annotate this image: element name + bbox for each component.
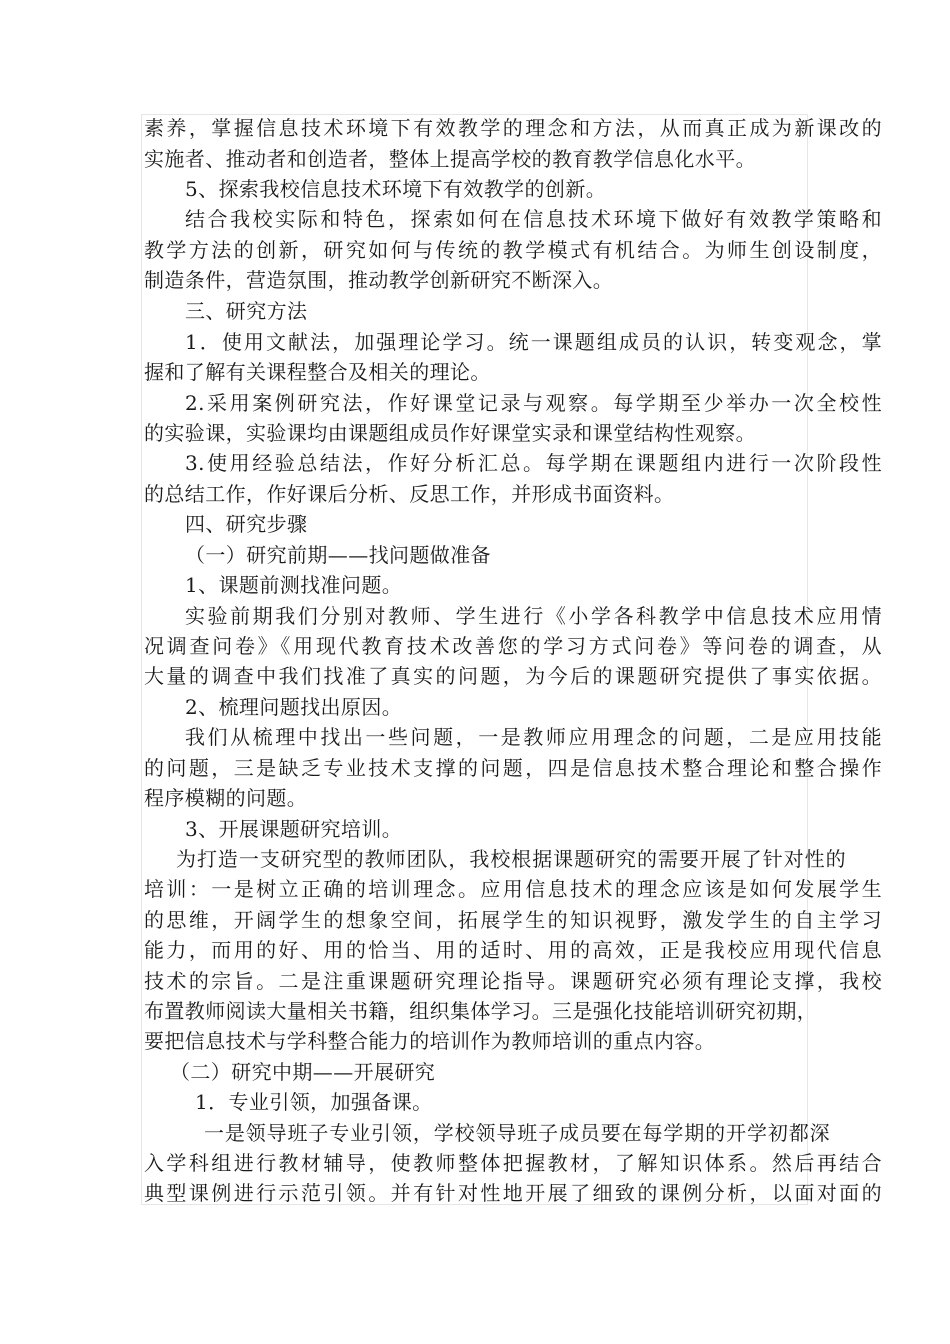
section-heading: 三、研究方法 xyxy=(185,299,308,323)
section-heading: 四、研究步骤 xyxy=(185,512,308,536)
text-line: 要把信息技术与学科整合能力的培训作为教师培训的重点内容。 xyxy=(144,1029,716,1053)
text-line: 的问题，三是缺乏专业技术支撑的问题，四是信息技术整合理论和整合操作 xyxy=(144,756,882,780)
text-line: 典型课例进行示范引领。并有针对性地开展了细致的课例分析，以面对面的 xyxy=(144,1181,882,1205)
text-line: 结合我校实际和特色，探索如何在信息技术环境下做好有效教学策略和 xyxy=(185,207,882,231)
text-line: 能力，而用的好、用的恰当、用的适时、用的高效，正是我校应用现代信息 xyxy=(144,938,882,962)
text-line: 一是领导班子专业引领，学校领导班子成员要在每学期的开学初都深 xyxy=(204,1121,830,1145)
text-line: 技术的宗旨。二是注重课题研究理论指导。课题研究必须有理论支撑，我校 xyxy=(144,969,882,993)
text-line: 素养，掌握信息技术环境下有效教学的理念和方法，从而真正成为新课改的 xyxy=(144,116,882,140)
list-heading: 5、探索我校信息技术环境下有效教学的创新。 xyxy=(185,177,607,201)
text-line: 实施者、推动者和创造者，整体上提高学校的教育教学信息化水平。 xyxy=(144,147,756,171)
text-line: 我们从梳理中找出一些问题，一是教师应用理念的问题，二是应用技能 xyxy=(185,725,882,749)
list-heading: 1．专业引领，加强备课。 xyxy=(195,1090,433,1114)
text-line: 2.采用案例研究法，作好课堂记录与观察。每学期至少举办一次全校性 xyxy=(185,391,882,415)
text-line: 的思维，开阔学生的想象空间，拓展学生的知识视野，激发学生的自主学习 xyxy=(144,908,882,932)
subsection-heading: （二）研究中期——开展研究 xyxy=(170,1060,436,1084)
text-line: 况调查问卷》《用现代教育技术改善您的学习方式问卷》等问卷的调查，从 xyxy=(144,634,882,658)
list-heading: 2、梳理问题找出原因。 xyxy=(185,695,403,719)
text-line: 的总结工作，作好课后分析、反思工作，并形成书面资料。 xyxy=(144,482,675,506)
text-line: 布置教师阅读大量相关书籍，组织集体学习。三是强化技能培训研究初期， xyxy=(144,999,818,1023)
text-line: 实验前期我们分别对教师、学生进行《小学各科教学中信息技术应用情 xyxy=(185,604,882,628)
text-line: 为打造一支研究型的教师团队，我校根据课题研究的需要开展了针对性的 xyxy=(176,847,846,871)
list-heading: 1、课题前测找准问题。 xyxy=(185,573,403,597)
text-line: 入学科组进行教材辅导，使教师整体把握教材，了解知识体系。然后再结合 xyxy=(144,1151,882,1175)
text-line: 制造条件，营造氛围，推动教学创新研究不断深入。 xyxy=(144,268,614,292)
text-line: 3.使用经验总结法，作好分析汇总。每学期在课题组内进行一次阶段性 xyxy=(185,451,882,475)
text-line: 培训：一是树立正确的培训理念。应用信息技术的理念应该是如何发展学生 xyxy=(144,877,882,901)
text-line: 程序模糊的问题。 xyxy=(144,786,308,810)
text-line: 的实验课，实验课均由课题组成员作好课堂实录和课堂结构性观察。 xyxy=(144,421,756,445)
list-heading: 3、开展课题研究培训。 xyxy=(185,817,403,841)
text-line: 握和了解有关课程整合及相关的理论。 xyxy=(144,360,491,384)
subsection-heading: （一）研究前期——找问题做准备 xyxy=(185,543,491,567)
text-line: 1．使用文献法，加强理论学习。统一课题组成员的认识，转变观念，掌 xyxy=(185,330,882,354)
text-line: 大量的调查中我们找准了真实的问题，为今后的课题研究提供了事实依据。 xyxy=(144,664,882,688)
text-line: 教学方法的创新，研究如何与传统的教学模式有机结合。为师生创设制度， xyxy=(144,238,882,262)
